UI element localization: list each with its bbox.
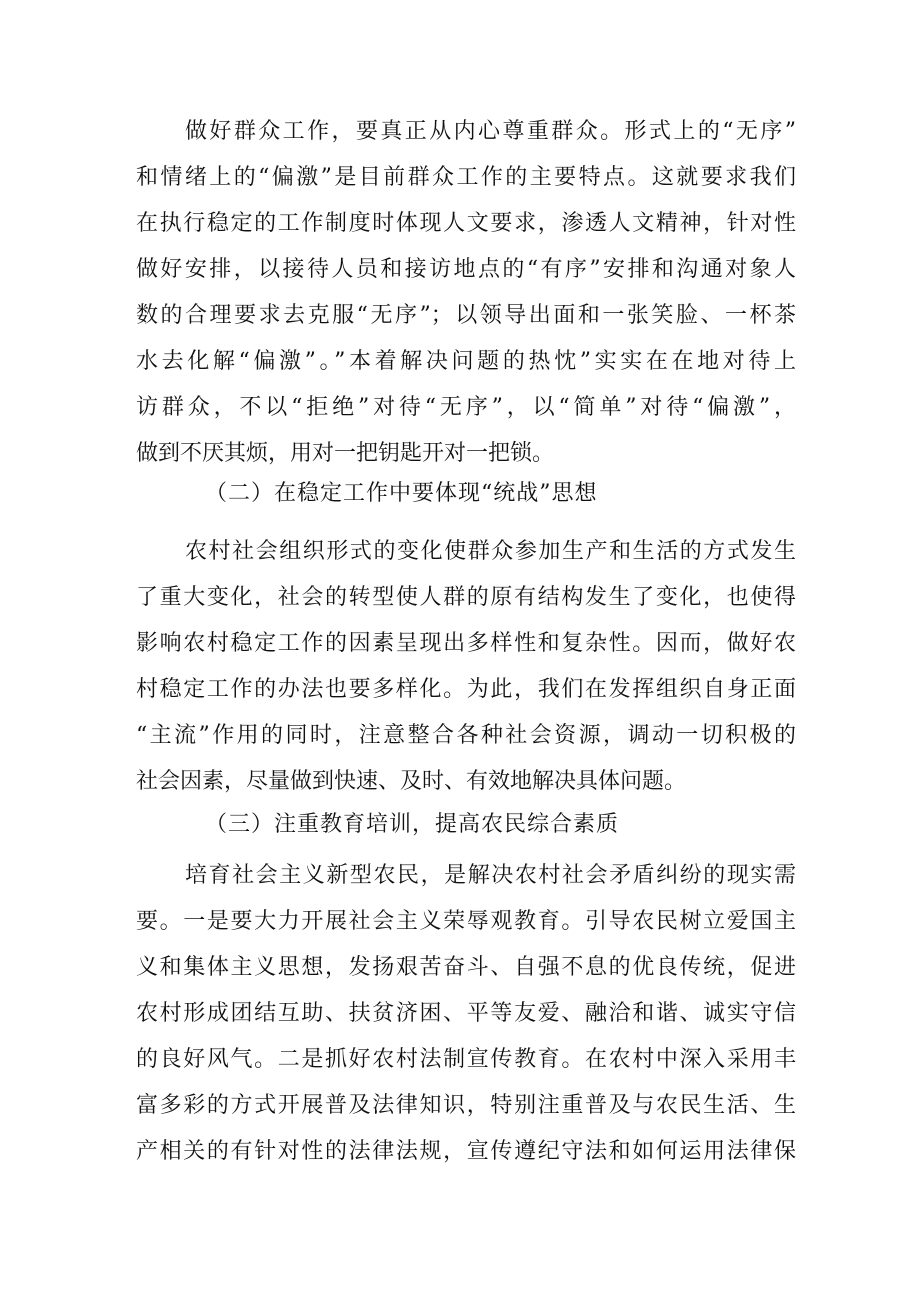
paragraph-1-line-8: 做到不厌其烦，用对一把钥匙开对一把锁。 [136,441,555,466]
paragraph-2-line-5: “主流”作用的同时，注意整合各种社会资源，调动一切积极的 [136,723,796,748]
paragraph-3-line-4: 农村形成团结互助、扶贫济困、平等友爱、融洽和谐、诚实守信 [136,1001,796,1026]
paragraph-3-line-3: 义和集体主义思想，发扬艰苦奋斗、自强不息的优良传统，促进 [136,955,796,980]
paragraph-1-line-2: 和情绪上的“偏激”是目前群众工作的主要特点。这就要求我们 [136,165,796,190]
paragraph-2-line-3: 影响农村稳定工作的因素呈现出多样性和复杂性。因而，做好农 [136,631,796,656]
paragraph-3-line-6: 富多彩的方式开展普及法律知识，特别注重普及与农民生活、生 [136,1093,796,1118]
paragraph-3-line-7: 产相关的有针对性的法律法规，宣传遵纪守法和如何运用法律保 [136,1139,796,1164]
paragraph-1-line-1: 做好群众工作，要真正从内心尊重群众。形式上的“无序” [185,119,796,144]
paragraph-1-line-6: 水去化解“偏激”。”本着解决问题的热忱”实实在在地对待上 [136,349,796,374]
paragraph-3-line-1: 培育社会主义新型农民，是解决农村社会矛盾纠纷的现实需 [185,863,796,888]
paragraph-1-line-4: 做好安排，以接待人员和接访地点的“有序”安排和沟通对象人 [136,257,796,282]
paragraph-3-line-2: 要。一是要大力开展社会主义荣辱观教育。引导农民树立爱国主 [136,909,796,934]
paragraph-1-line-7: 访群众，不以“拒绝”对待“无序”，以“简单”对待“偏激”， [136,395,796,420]
paragraph-1-line-3: 在执行稳定的工作制度时体现人文要求，渗透人文精神，针对性 [136,211,796,236]
paragraph-2-line-2: 了重大变化，社会的转型使人群的原有结构发生了变化，也使得 [136,585,796,610]
paragraph-3-line-5: 的良好风气。二是抓好农村法制宣传教育。在农村中深入采用丰 [136,1047,796,1072]
section-heading-2: （二）在稳定工作中要体现“统战”思想 [205,481,598,506]
paragraph-2-line-6: 社会因素，尽量做到快速、及时、有效地解决具体问题。 [136,769,687,794]
paragraph-2-line-4: 村稳定工作的办法也要多样化。为此，我们在发挥组织自身正面 [136,677,796,702]
paragraph-1-line-5: 数的合理要求去克服“无序”；以领导出面和一张笑脸、一杯茶 [136,303,796,328]
paragraph-2-line-1: 农村社会组织形式的变化使群众参加生产和生活的方式发生 [185,539,796,564]
section-heading-3: （三）注重教育培训，提高农民综合素质 [205,812,620,837]
